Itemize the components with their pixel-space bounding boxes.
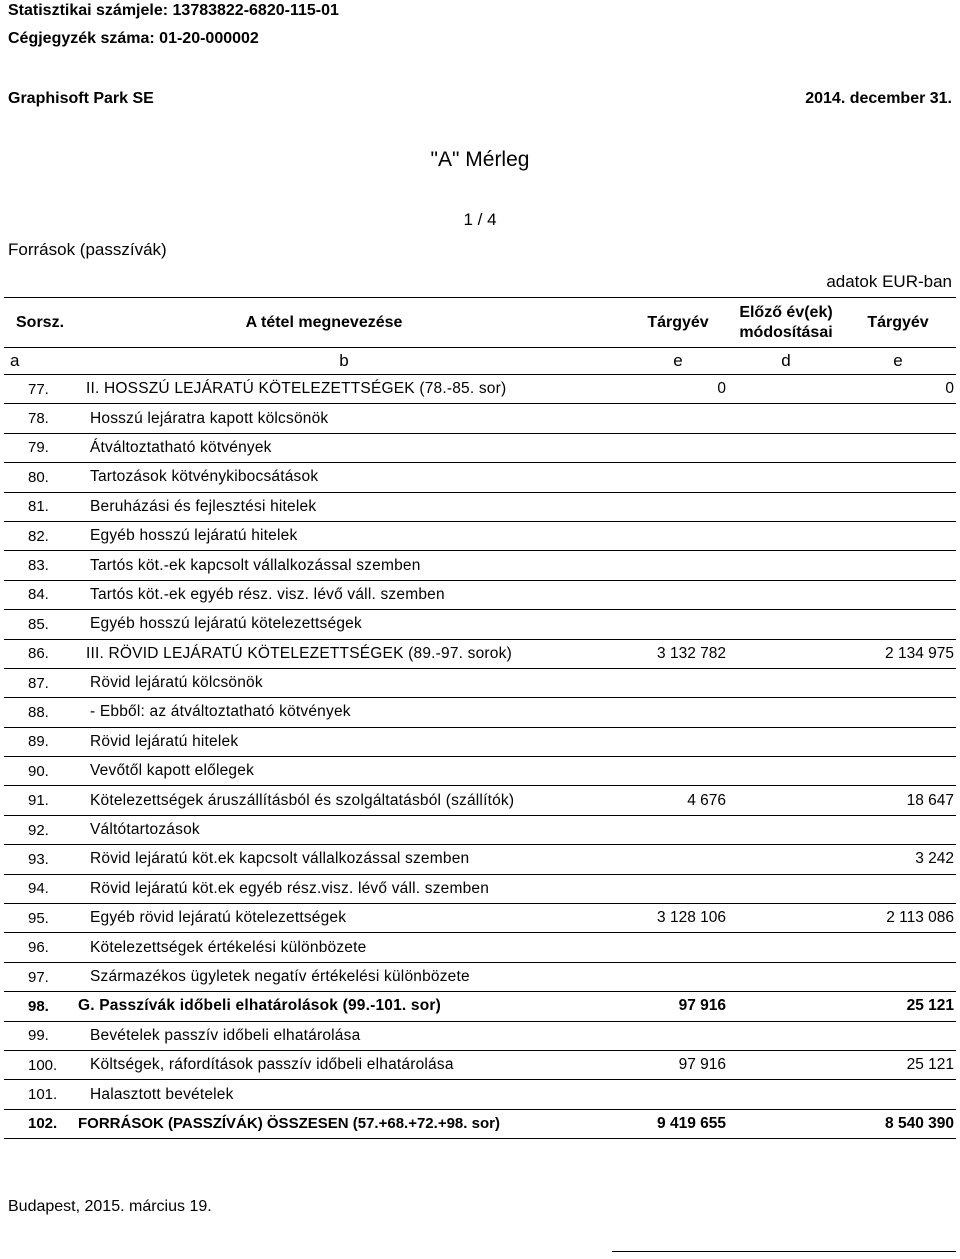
row-current-year-2 — [824, 1080, 954, 1108]
row-number: 88. — [28, 703, 49, 721]
row-current-year-2 — [824, 493, 954, 521]
row-current-year — [624, 963, 726, 991]
table-row — [4, 992, 956, 1021]
row-current-year — [624, 463, 726, 491]
row-current-year — [624, 581, 726, 609]
row-current-year-2: 25 121 — [906, 1056, 954, 1074]
table-row — [4, 640, 956, 669]
table-row — [4, 375, 956, 404]
row-number: 94. — [28, 880, 49, 898]
row-current-year-2 — [824, 933, 954, 961]
row-current-year-2 — [824, 463, 954, 491]
row-label: Vevőtől kapott előlegek — [90, 762, 255, 780]
row-current-year: 4 676 — [687, 791, 726, 809]
row-current-year-2 — [824, 728, 954, 756]
row-current-year: 3 128 106 — [657, 909, 726, 927]
row-current-year-2 — [824, 581, 954, 609]
table-row — [4, 1022, 956, 1051]
table-row — [4, 463, 956, 492]
letter-e1: e — [673, 351, 683, 370]
letter-b: b — [339, 351, 349, 370]
row-current-year — [624, 493, 726, 521]
row-label: Származékos ügyletek negatív értékelési különbözete — [90, 968, 470, 985]
row-current-year-2: 18 647 — [906, 791, 954, 809]
row-number: 83. — [28, 557, 49, 575]
row-current-year-2 — [824, 816, 954, 844]
row-number: 99. — [28, 1027, 49, 1045]
table-row — [4, 551, 956, 580]
row-current-year — [624, 875, 726, 903]
row-number: 82. — [28, 527, 49, 545]
row-label: Rövid lejáratú hitelek — [90, 732, 239, 750]
row-current-year-2: 2 113 086 — [886, 909, 954, 927]
table-row — [4, 1080, 956, 1109]
row-number: 91. — [28, 792, 49, 810]
row-current-year-2: 25 121 — [906, 997, 954, 1015]
table-row — [4, 786, 956, 815]
header-current-year-2: Tárgyév — [867, 313, 929, 331]
row-current-year: 0 — [717, 380, 726, 398]
row-current-year-2: 3 242 — [915, 850, 954, 868]
row-label: Rövid lejáratú köt.ek egyéb rész.visz. lévő váll. szemben — [90, 879, 490, 897]
table-row — [4, 698, 956, 727]
letter-e2: e — [893, 351, 903, 370]
row-label: Egyéb hosszú lejáratú hitelek — [90, 527, 298, 545]
table-row — [4, 963, 956, 992]
row-current-year-2 — [824, 610, 954, 638]
row-number: 86. — [28, 645, 49, 663]
row-current-year-2: 2 134 975 — [885, 644, 954, 662]
row-label: Költségek, ráfordítások passzív időbeli elhatárolása — [90, 1056, 454, 1074]
row-current-year — [624, 728, 726, 756]
row-number: 84. — [28, 586, 49, 604]
row-current-year — [624, 845, 726, 873]
row-current-year-2 — [824, 875, 954, 903]
table-row — [4, 610, 956, 639]
row-current-year — [624, 434, 726, 462]
row-label: Tartozások kötvénykibocsátások — [90, 468, 319, 486]
table-row — [4, 933, 956, 962]
row-current-year: 97 916 — [678, 997, 726, 1015]
row-current-year-2: 8 540 390 — [885, 1114, 954, 1132]
statistical-id: Statisztikai számjele: 13783822-6820-115-01 — [8, 2, 339, 19]
row-number: 92. — [28, 821, 49, 839]
letter-a: a — [10, 351, 20, 370]
row-number: 89. — [28, 733, 49, 751]
row-number: 81. — [28, 498, 49, 516]
row-label: Tartós köt.-ek egyéb rész. visz. lévő váll. szemben — [90, 585, 445, 603]
row-number: 95. — [28, 909, 49, 927]
row-label: Kötelezettségek áruszállításból és szolgáltatásból (szállítók) — [90, 791, 515, 809]
table-row — [4, 1051, 956, 1080]
header-prior-adjustments — [732, 298, 840, 347]
row-current-year — [624, 1022, 726, 1050]
row-number: 90. — [28, 762, 49, 780]
table-row — [4, 816, 956, 845]
row-label: Halasztott bevételek — [90, 1085, 234, 1103]
table-row — [4, 434, 956, 463]
row-number: 96. — [28, 939, 49, 957]
table-row — [4, 845, 956, 874]
row-current-year-2 — [824, 963, 954, 991]
row-number: 101. — [28, 1086, 58, 1104]
row-number: 85. — [28, 615, 49, 633]
row-current-year-2 — [824, 522, 954, 550]
row-label: Egyéb hosszú lejáratú kötelezettségek — [90, 615, 362, 633]
company-name: Graphisoft Park SE — [8, 90, 154, 107]
row-current-year — [624, 551, 726, 579]
header-current-year: Tárgyév — [647, 313, 709, 331]
header-prior-line1: Előző év(ek) — [739, 303, 833, 321]
letter-d: d — [781, 351, 791, 370]
document-title: "A" Mérleg — [430, 148, 530, 171]
row-current-year — [624, 610, 726, 638]
row-number: 97. — [28, 968, 49, 986]
row-label: Átváltoztatható kötvények — [90, 438, 272, 456]
row-current-year — [624, 404, 726, 432]
row-label: - Ebből: az átváltoztatható kötvények — [90, 703, 351, 721]
row-label: G. Passzívák időbeli elhatárolások (99.-101. sor) — [78, 997, 442, 1015]
row-number: 87. — [28, 674, 49, 692]
row-number: 77. — [28, 380, 49, 398]
row-label: Rövid lejáratú köt.ek kapcsolt vállalkozással szemben — [90, 850, 470, 868]
table-row — [4, 404, 956, 433]
table-body — [4, 375, 956, 1139]
header-prior-line2: módosításai — [739, 323, 833, 341]
page-number: 1 / 4 — [463, 210, 497, 229]
row-label: Tartós köt.-ek kapcsolt vállalkozással szemben — [90, 556, 421, 574]
row-current-year-2 — [824, 404, 954, 432]
row-label: Rövid lejáratú kölcsönök — [90, 674, 263, 692]
row-number: 79. — [28, 439, 49, 457]
header-num: Sorsz. — [16, 313, 65, 331]
row-current-year: 97 916 — [678, 1056, 726, 1074]
row-current-year — [624, 698, 726, 726]
row-current-year-2 — [824, 669, 954, 697]
row-number: 102. — [28, 1115, 58, 1133]
row-current-year-2 — [824, 434, 954, 462]
row-label: Bevételek passzív időbeli elhatárolása — [90, 1026, 361, 1044]
table-row — [4, 581, 956, 610]
signature-line — [612, 1251, 956, 1252]
units-label: adatok EUR-ban — [826, 272, 952, 291]
header-name: A tétel megnevezése — [245, 313, 403, 331]
row-current-year — [624, 522, 726, 550]
row-current-year — [624, 757, 726, 785]
table-row — [4, 493, 956, 522]
row-current-year-2 — [824, 698, 954, 726]
table-row — [4, 875, 956, 904]
row-current-year-2 — [824, 1022, 954, 1050]
row-number: 100. — [28, 1056, 58, 1074]
row-label: Egyéb rövid lejáratú kötelezettségek — [90, 909, 347, 927]
row-current-year: 3 132 782 — [657, 644, 726, 662]
row-number: 93. — [28, 850, 49, 868]
row-label: FORRÁSOK (PASSZÍVÁK) ÖSSZESEN (57.+68.+72.+98. sor) — [78, 1115, 500, 1133]
row-current-year-2 — [824, 551, 954, 579]
place-and-date: Budapest, 2015. március 19. — [8, 1198, 212, 1215]
table-row — [4, 904, 956, 933]
row-number: 78. — [28, 410, 49, 428]
row-current-year-2: 0 — [945, 380, 954, 398]
row-current-year — [624, 816, 726, 844]
row-number: 98. — [28, 997, 49, 1015]
row-label: Kötelezettségek értékelési különbözete — [90, 938, 367, 956]
row-label: Váltótartozások — [90, 821, 200, 839]
table-row — [4, 757, 956, 786]
balance-sheet-table — [4, 297, 956, 1139]
row-current-year: 9 419 655 — [657, 1114, 726, 1132]
table-row — [4, 522, 956, 551]
report-date: 2014. december 31. — [805, 90, 952, 107]
row-number: 80. — [28, 468, 49, 486]
section-title: Források (passzívák) — [8, 240, 167, 259]
column-letter-row — [4, 348, 956, 375]
row-label: III. RÖVID LEJÁRATÚ KÖTELEZETTSÉGEK (89.-97. sorok) — [86, 644, 512, 662]
table-row — [4, 728, 956, 757]
row-label: Beruházási és fejlesztési hitelek — [90, 497, 317, 515]
table-row — [4, 1110, 956, 1139]
row-current-year — [624, 933, 726, 961]
company-registration-number: Cégjegyzék száma: 01-20-000002 — [8, 30, 259, 47]
row-label: II. HOSSZÚ LEJÁRATÚ KÖTELEZETTSÉGEK (78.-85. sor) — [86, 380, 507, 398]
table-row — [4, 669, 956, 698]
table-header-row — [4, 297, 956, 348]
row-label: Hosszú lejáratra kapott kölcsönök — [90, 409, 329, 427]
row-current-year-2 — [824, 757, 954, 785]
row-current-year — [624, 1080, 726, 1108]
row-current-year — [624, 669, 726, 697]
